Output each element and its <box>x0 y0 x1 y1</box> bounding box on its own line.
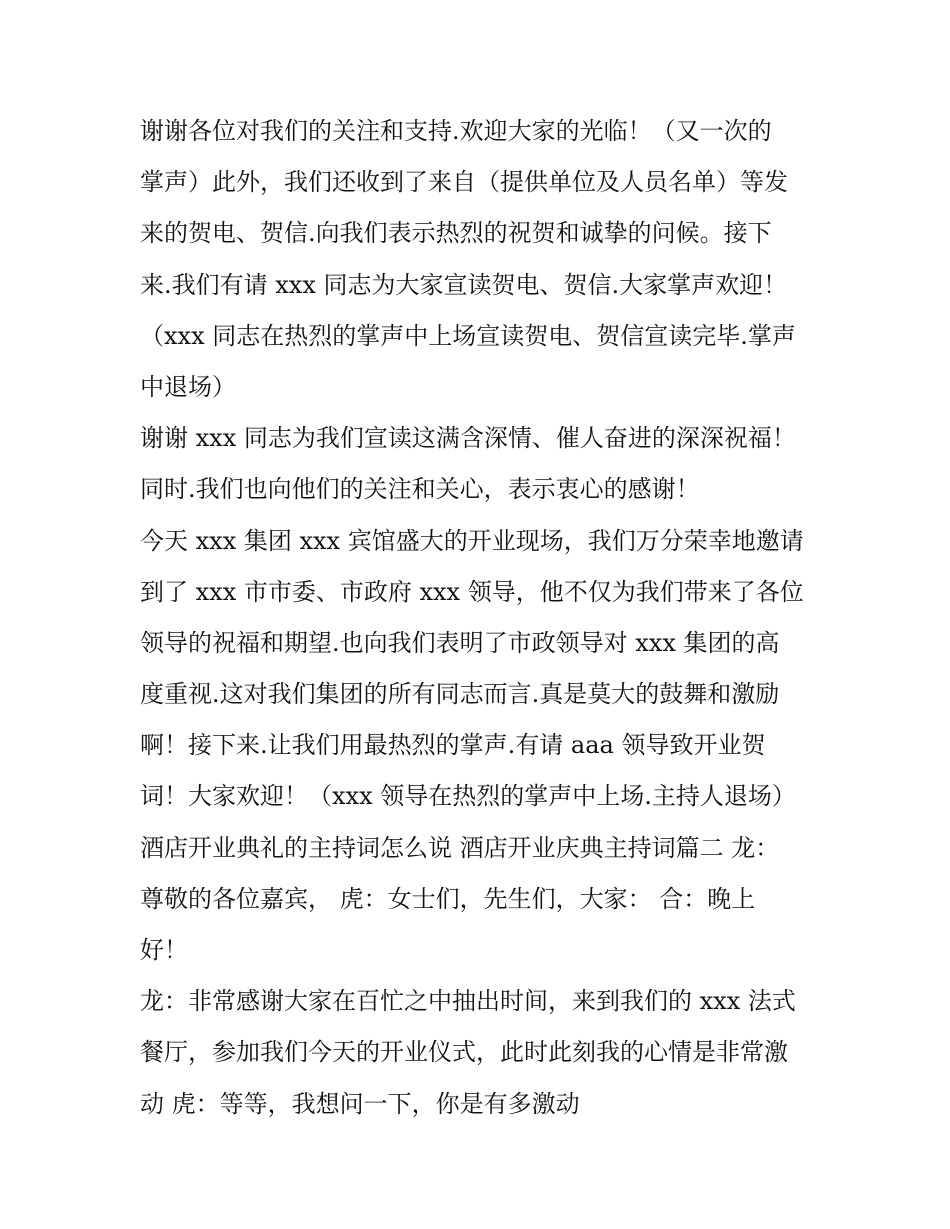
text-line: 度重视.这对我们集团的所有同志而言.真是莫大的鼓舞和激励 <box>140 680 780 709</box>
text-line: 来.我们有请 xxx 同志为大家宣读贺电、贺信.大家掌声欢迎！ <box>140 270 788 299</box>
text-line: 酒店开业典礼的主持词怎么说 酒店开业庆典主持词篇二 龙： <box>140 833 780 862</box>
text-line: 中退场） <box>140 372 236 401</box>
text-line: 谢谢各位对我们的关注和支持.欢迎大家的光临！（又一次的 <box>140 117 772 145</box>
text-line: 尊敬的各位嘉宾， 虎：女士们，先生们，大家： 合：晚上 <box>140 884 756 913</box>
text-line: 龙：非常感谢大家在百忙之中抽出时间，来到我们的 xxx 法式 <box>140 987 796 1016</box>
text-line: 到了 xxx 市市委、市政府 xxx 领导，他不仅为我们带来了各位 <box>140 577 804 606</box>
text-line: 谢谢 xxx 同志为我们宣读这满含深情、催人奋进的深深祝福！ <box>140 424 796 453</box>
text-line: 好！ <box>140 936 188 964</box>
text-line: 领导的祝福和期望.也向我们表明了市政领导对 xxx 集团的高 <box>140 628 780 657</box>
text-line: 来的贺电、贺信.向我们表示热烈的祝贺和诚挚的问候。接下 <box>140 219 772 248</box>
text-line: （xxx 同志在热烈的掌声中上场宣读贺电、贺信宣读完毕.掌声 <box>140 321 796 350</box>
text-line: 词！大家欢迎！（xxx 领导在热烈的掌声中上场.主持人退场） <box>140 782 796 811</box>
text-line: 掌声）此外，我们还收到了来自（提供单位及人员名单）等发 <box>140 168 788 197</box>
text-line: 餐厅，参加我们今天的开业仪式，此时此刻我的心情是非常激 <box>140 1038 788 1067</box>
text-line: 动 虎：等等，我想问一下，你是有多激动 <box>140 1089 580 1118</box>
document-body <box>140 106 820 1130</box>
text-line: 今天 xxx 集团 xxx 宾馆盛大的开业现场，我们万分荣幸地邀请 <box>140 526 804 555</box>
text-line: 同时.我们也向他们的关注和关心，表示衷心的感谢！ <box>140 475 700 504</box>
text-line: 啊！接下来.让我们用最热烈的掌声.有请 aaa 领导致开业贺 <box>140 731 766 760</box>
